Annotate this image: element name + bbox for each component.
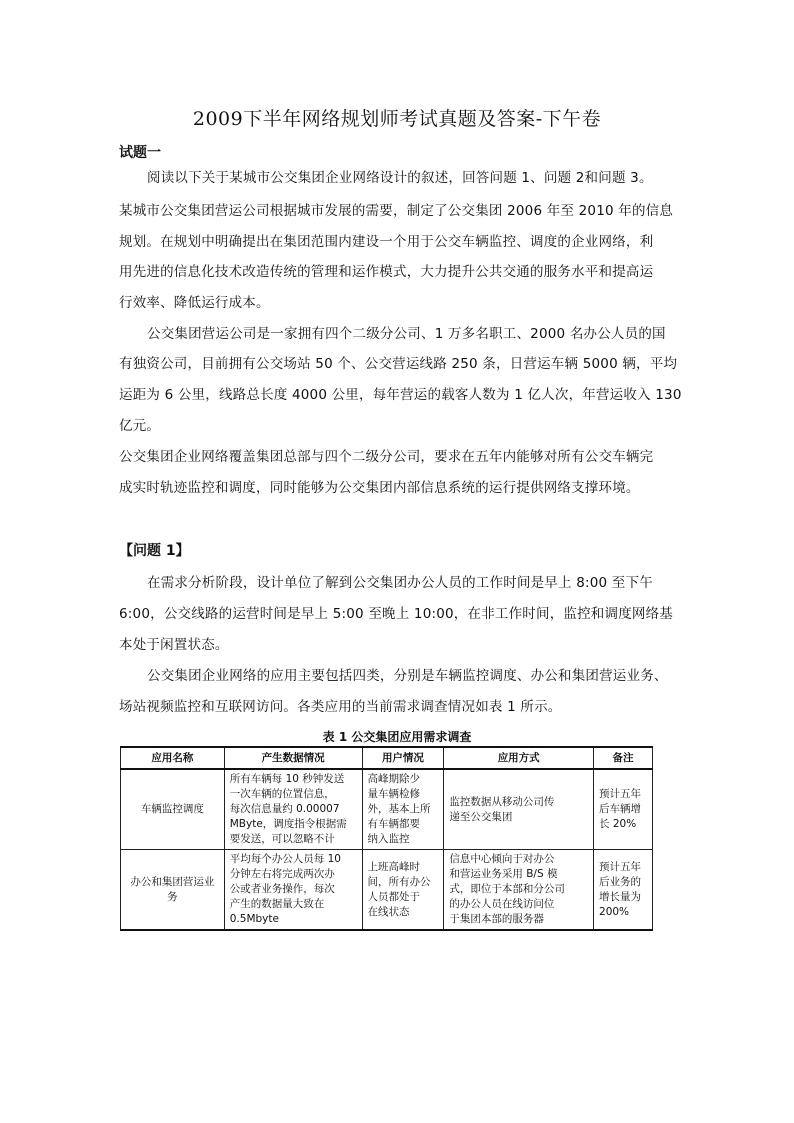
intro-line: 有独资公司，目前拥有公交场站 50 个、公交营运线路 250 条，日营运车辆 5000 辆，平均 (119, 356, 678, 372)
intro-line: 亿元。 (119, 418, 161, 434)
users-cell-line: 量车辆检修 (367, 788, 421, 800)
intro-line: 运距为 6 公里，线路总长度 4000 公里，每年营运的载客人数为 1 亿人次，年营运收入 130 (119, 387, 682, 403)
intro-line: 用先进的信息化技术改造传统的管理和运作模式，大力提升公共交通的服务水平和提高运 (119, 264, 654, 280)
users-cell-line: 在线状态 (367, 905, 410, 918)
note-cell-line: 预计五年 (599, 860, 642, 873)
note-cell-line: 预计五年 (599, 788, 642, 800)
intro-line: 成实时轨迹监控和调度，同时能够为公交集团内部信息系统的运行提供网络支撑环境。 (119, 480, 640, 496)
mode-cell-line: 的办公人员在线访问位 (449, 898, 555, 910)
header-cell: 应用方式 (444, 747, 594, 769)
app-name-cell: 办公和集团营运业务 (121, 850, 225, 931)
intro-line: 规划。在规划中明确提出在集团范围内建设一个用于公交车辆监控、调度的企业网络，利 (119, 234, 654, 250)
data-cell-line: 0.5Mbyte (229, 913, 279, 925)
data-cell-line: 平均每个办公人员每 10 (229, 853, 341, 865)
app-name-cell: 车辆监控调度 (121, 769, 225, 850)
data-cell-line: 所有车辆每 10 秒钟发送 (229, 773, 345, 785)
question-line: 6:00，公交线路的运营时间是早上 5:00 至晚上 10:00，在非工作时间，监控和调度网络基 (119, 606, 674, 622)
users-cell-line: 外，基本上所 (367, 803, 431, 815)
data-cell-line: 产生的数据量大致在 (229, 898, 325, 910)
note-cell-line: 后车辆增 (599, 803, 642, 815)
table-header-row (121, 747, 653, 769)
data-cell (224, 769, 362, 850)
question-line: 在需求分析阶段，设计单位了解到公交集团办公人员的工作时间是早上 8:00 至下午 (147, 575, 653, 591)
data-cell-line: MByte，调度指令根据需 (229, 818, 347, 830)
intro-line: 阅读以下关于某城市公交集团企业网络设计的叙述，回答问题 1、问题 2和问题 3。 (147, 170, 653, 186)
intro-line: 某城市公交集团营运公司根据城市发展的需要，制定了公交集团 2006 年至 2010 年的信息 (119, 203, 674, 219)
mode-cell-line: 和营运业务采用 B/S 模 (449, 868, 558, 880)
header-cell: 用户情况 (362, 747, 444, 769)
mode-cell (444, 769, 594, 850)
document-title: 2009下半年网络规划师考试真题及答案-下午卷 (192, 108, 602, 130)
note-cell-line: 长 20% (599, 818, 637, 830)
users-cell-line: 纳入监控 (367, 833, 410, 845)
requirements-table (120, 746, 653, 931)
header-cell: 产生数据情况 (224, 747, 362, 769)
data-cell-line: 分钟左右将完成两次办 (229, 868, 335, 880)
question-line: 本处于闲置状态。 (119, 637, 229, 653)
data-cell (224, 850, 362, 931)
data-cell-line: 一次车辆的位置信息， (229, 788, 335, 800)
table-row (121, 769, 653, 850)
mode-cell (444, 850, 594, 931)
question-label: 【问题 1】 (119, 543, 190, 559)
note-cell-line: 增长量为 (599, 890, 642, 903)
users-cell-line: 间，所有办公 (367, 875, 431, 888)
intro-line: 行效率、降低运行成本。 (119, 295, 270, 311)
mode-cell-line: 监控数据从移动公司传 (449, 795, 555, 808)
users-cell-line: 上班高峰时 (367, 860, 421, 873)
users-cell (362, 850, 444, 931)
table-row (121, 850, 653, 931)
note-cell-line: 200% (599, 905, 630, 918)
mode-cell-line: 式，即位于本部和分公司 (449, 883, 565, 895)
data-cell-line: 公或者业务操作，每次 (229, 883, 335, 895)
header-cell: 备注 (594, 747, 653, 769)
users-cell-line: 有车辆都要 (367, 818, 421, 830)
users-cell-line: 高峰期除少 (367, 773, 421, 785)
note-cell (594, 850, 653, 931)
intro-line: 公交集团企业网络覆盖集团总部与四个二级分公司，要求在五年内能够对所有公交车辆完 (119, 449, 654, 465)
users-cell-line: 人员都处于 (367, 890, 421, 903)
users-cell (362, 769, 444, 850)
mode-cell-line: 于集团本部的服务器 (449, 913, 544, 925)
section-label: 试题一 (119, 145, 161, 161)
table-caption: 表 1 公交集团应用需求调查 (322, 730, 472, 744)
data-cell-line: 要发送，可以忽略不计 (229, 833, 335, 845)
mode-cell-line: 递至公交集团 (449, 810, 513, 823)
note-cell-line: 后业务的 (599, 875, 642, 888)
data-cell-line: 每次信息量约 0.00007 (229, 803, 340, 815)
header-cell: 应用名称 (121, 747, 225, 769)
question-line: 场站视频监控和互联网访问。各类应用的当前需求调查情况如表 1 所示。 (119, 699, 562, 715)
question-line: 公交集团企业网络的应用主要包括四类，分别是车辆监控调度、办公和集团营运业务、 (147, 668, 668, 684)
note-cell (594, 769, 653, 850)
mode-cell-line: 信息中心倾向于对办公 (449, 853, 555, 865)
intro-line: 公交集团营运公司是一家拥有四个二级分公司、1 万多名职工、2000 名办公人员的国 (147, 326, 666, 342)
